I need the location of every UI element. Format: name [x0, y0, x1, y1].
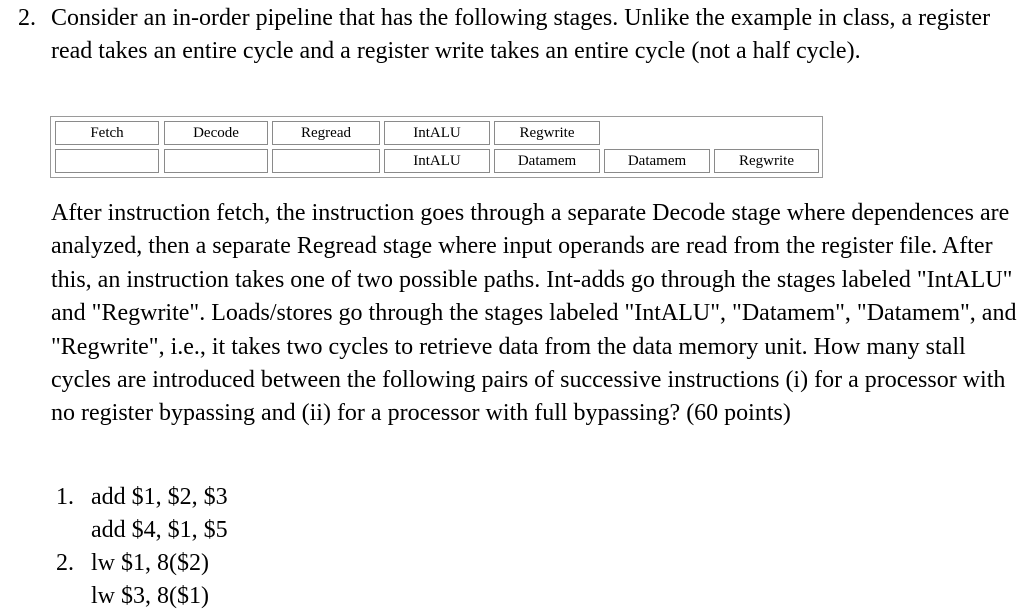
instruction-text: lw $1, 8($2) — [91, 550, 209, 576]
stage-cell-regwrite: Regwrite — [494, 121, 600, 145]
stage-cell-regwrite: Regwrite — [714, 149, 819, 173]
stage-cell-datamem: Datamem — [494, 149, 600, 173]
stage-cell-datamem: Datamem — [604, 149, 710, 173]
instruction-text: add $1, $2, $3 — [91, 484, 228, 510]
stage-cell-decode: Decode — [164, 121, 268, 145]
list-item-number: 1. — [56, 484, 74, 510]
stage-cell-fetch: Fetch — [55, 121, 159, 145]
stage-cell-intalu: IntALU — [384, 121, 490, 145]
list-item-number: 2. — [56, 550, 74, 576]
stage-cell-empty — [272, 149, 380, 173]
question-number: 2. — [18, 5, 36, 31]
question-intro: Consider an in-order pipeline that has the following stages. Unlike the example in class, a register read takes an entire cycle and a register write takes an entire cycle (not a half cycle). — [51, 5, 991, 64]
instruction-text: lw $3, 8($1) — [91, 583, 209, 609]
pipeline-stage-table — [50, 116, 823, 178]
stage-cell-empty — [55, 149, 159, 173]
stage-cell-intalu: IntALU — [384, 149, 490, 173]
description-paragraph: After instruction fetch, the instruction goes through a separate Decode stage where dependences are analyzed, then a separate Regread stage where input operands are read from the register file. After this, an instruction takes one of two possible paths. Int-adds go through the stages labeled "IntALU" and "Regwrite". Loads/stores go through the stages labeled "IntALU", "Datamem", "Datamem", and "Regwrite", i.e., it takes two cycles to retrieve data from the data memory unit. How many stall cycles are introduced between the following pairs of successive instructions (i) for a processor with no register bypassing and (ii) for a processor with full bypassing? (60 points) — [51, 200, 1017, 427]
stage-cell-empty — [164, 149, 268, 173]
instruction-text: add $4, $1, $5 — [91, 517, 228, 543]
stage-cell-regread: Regread — [272, 121, 380, 145]
